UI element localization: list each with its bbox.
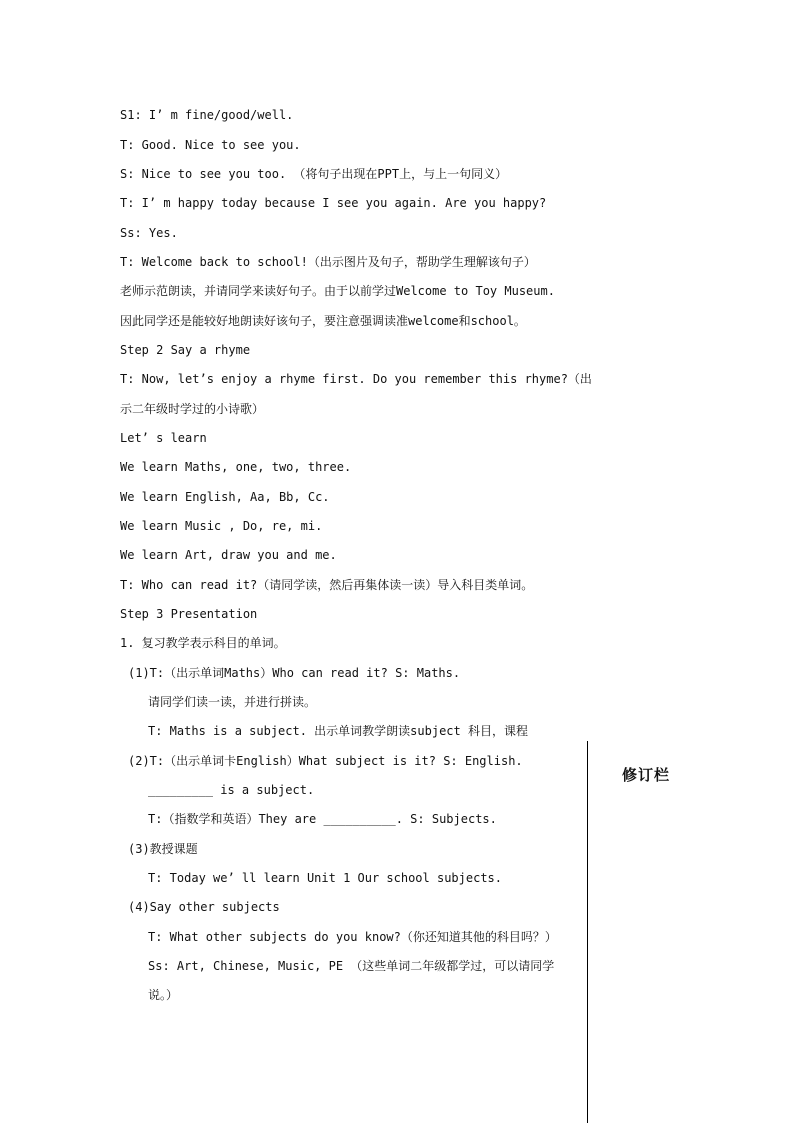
rhyme-line: We learn Music , Do, re, mi.: [120, 519, 323, 533]
text-line: _________ is a subject.: [148, 783, 315, 797]
text-line: 1. 复习教学表示科目的单词。: [120, 636, 286, 650]
text-line: 请同学们读一读，并进行拼读。: [148, 695, 317, 709]
rhyme-line: We learn Art, draw you and me.: [120, 548, 337, 562]
rhyme-line: We learn English, Aa, Bb, Cc.: [120, 490, 330, 504]
text-line: (4)Say other subjects: [128, 900, 280, 914]
text-line: 老师示范朗读，并请同学来读好句子。由于以前学过Welcome to Toy Museum.: [120, 284, 555, 298]
text-line: Ss: Yes.: [120, 226, 178, 240]
text-line: T:（指数学和英语）They are __________. S: Subjects.: [148, 812, 497, 826]
revision-column-divider: [587, 741, 588, 1123]
text-line: T: Good. Nice to see you.: [120, 138, 301, 152]
text-line: (1)T:（出示单词Maths）Who can read it? S: Maths.: [128, 666, 461, 680]
section-heading: Step 3 Presentation: [120, 607, 258, 621]
text-line: 说。）: [148, 988, 179, 1002]
text-line: (3)教授课题: [128, 842, 198, 856]
text-line: T: Who can read it?（请同学读，然后再集体读一读）导入科目类单词。: [120, 578, 534, 592]
text-line: T: I’ m happy today because I see you again. Are you happy?: [120, 196, 547, 210]
text-line: T: Now, let’s enjoy a rhyme first. Do you remember this rhyme?（出: [120, 372, 592, 386]
text-line: T: Maths is a subject. 出示单词教学朗读subject 科目，课程: [148, 724, 528, 738]
text-line: T: Today we’ ll learn Unit 1 Our school subjects.: [148, 871, 503, 885]
text-line: T: What other subjects do you know?（你还知道其他的科目吗？）: [148, 930, 557, 944]
rhyme-line: We learn Maths, one, two, three.: [120, 460, 352, 474]
text-line: 示二年级时学过的小诗歌）: [120, 402, 265, 416]
section-heading: Step 2 Say a rhyme: [120, 343, 251, 357]
text-line: S1: I’ m fine/good/well.: [120, 108, 294, 122]
text-line: (2)T:（出示单词卡English）What subject is it? S: English.: [128, 754, 523, 768]
text-line: Ss: Art, Chinese, Music, PE （这些单词二年级都学过，可以请同学: [148, 959, 555, 973]
text-line: S: Nice to see you too. （将句子出现在PPT上，与上一句同义）: [120, 167, 508, 181]
text-line: T: Welcome back to school!（出示图片及句子，帮助学生理解该句子）: [120, 255, 536, 269]
text-line: Let’ s learn: [120, 431, 207, 445]
revision-column-title: 修订栏: [622, 766, 671, 784]
text-line: 因此同学还是能较好地朗读好该句子，要注意强调读准welcome和school。: [120, 314, 526, 328]
